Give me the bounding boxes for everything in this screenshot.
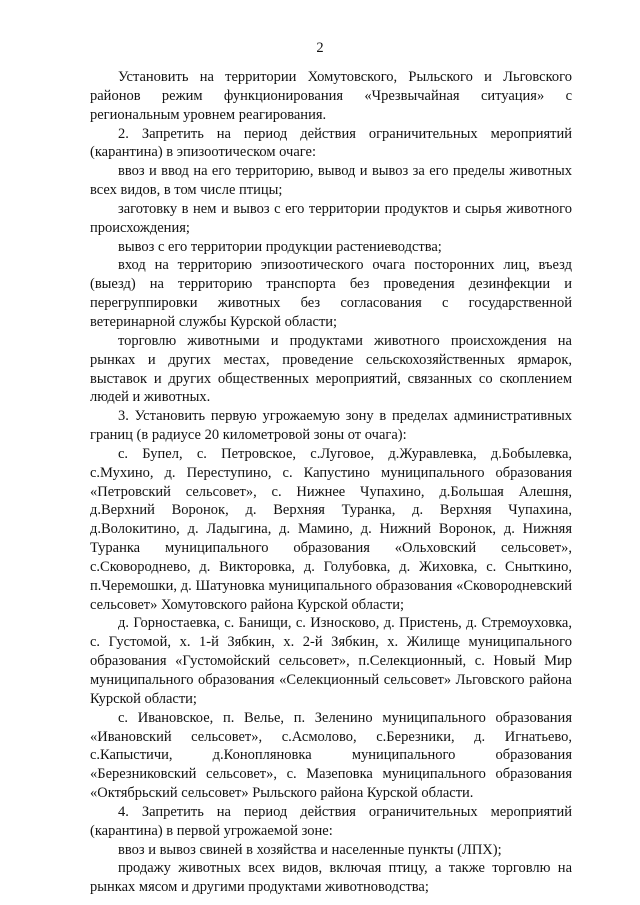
paragraph-entry-of-persons-and-transport: вход на территорию эпизоотического очага посторонних лиц, въезд (выезд) на территорию транспорта без проведения дезинфекции и перегруппировки животных без согласования с государственной ветеринарной службы Курской области; xyxy=(90,257,572,330)
paragraph-emergency-regime: Установить на территории Хомутовского, Рыльского и Льговского районов режим функционирования «Чрезвычайная ситуация» с региональным уровнем реагирования. xyxy=(90,69,572,123)
paragraph-plant-products: вывоз с его территории продукции растениеводства; xyxy=(118,238,442,255)
paragraph-animal-import-export: ввоз и ввод на его территорию, вывод и вывоз за его пределы животных всех видов, в том числе птицы; xyxy=(90,163,572,199)
paragraph-khomutovsky-settlements: с. Бупел, с. Петровское, с.Луговое, д.Журавлевка, д.Бобылевка, с.Мухино, д. Переступино, с. Капустино муниципального образования «Петровский сельсовет», с. Нижнее Чупахино, д.Большая Алешня, д.Верхний Воронок, д. Верхняя Туранка, д. Верхняя Чупахина, д.Волокитино, д. Ладыгина, д. Мамино, д. Нижний Воронок, д. Нижняя Туранка муниципального образования «Ольховский сельсовет», с.Сковороднево, д. Викторовка, д. Голубовка, д. Жиховка, с. Сныткино, п.Черемошки, д. Шатуновка муниципального образования «Сковородневский сельсовет» Хомутовского района Курской области; xyxy=(90,445,572,613)
paragraph-item-4-prohibit-in-zone: 4. Запретить на период действия ограничительных мероприятий (карантина) в первой угрожаемой зоне: xyxy=(90,803,572,839)
document-body xyxy=(90,68,572,897)
paragraph-lgovsky-settlements: д. Горностаевка, с. Банищи, с. Износково, д. Пристень, д. Стремоуховка, с. Густомой, х. 1-й Зябкин, х. 2-й Зябкин, х. Жилище муниципального образования «Густомойский сельсовет», п.Селекционный, с. Новый Мир муниципального образования «Селекционный сельсовет» Льговского района Курской области; xyxy=(90,615,572,707)
page-number: 2 xyxy=(316,40,324,56)
paragraph-animal-products: заготовку в нем и вывоз с его территории продуктов и сырья животного происхождения; xyxy=(90,200,572,236)
paragraph-pig-import-export: ввоз и вывоз свиней в хозяйства и населенные пункты (ЛПХ); xyxy=(118,841,502,858)
paragraph-item-2-prohibit-in-focus: 2. Запретить на период действия ограничительных мероприятий (карантина) в эпизоотическом очаге: xyxy=(90,125,572,161)
paragraph-animal-sales-and-market-trade: продажу животных всех видов, включая птицу, а также торговлю на рынках мясом и другими продуктами животноводства; xyxy=(90,860,572,896)
paragraph-rylsky-settlements: с. Ивановское, п. Велье, п. Зеленино муниципального образования «Ивановский сельсовет», с.Асмолово, с.Березники, д. Игнатьево, с.Капыстичи, д.Конопляновка муниципального образования «Березниковский сельсовет», с. Мазеповка муниципального образования «Октябрьский сельсовет» Рыльского района Курской области. xyxy=(90,709,572,802)
paragraph-item-3-first-threatened-zone: 3. Установить первую угрожаемую зону в пределах административных границ (в радиусе 20 километровой зоны от очага): xyxy=(90,408,572,444)
paragraph-trade-and-events: торговлю животными и продуктами животного происхождения на рынках и других местах, проведение сельскохозяйственных ярмарок, выставок и других общественных мероприятий, связанных со скоплением людей и животных. xyxy=(90,332,572,406)
